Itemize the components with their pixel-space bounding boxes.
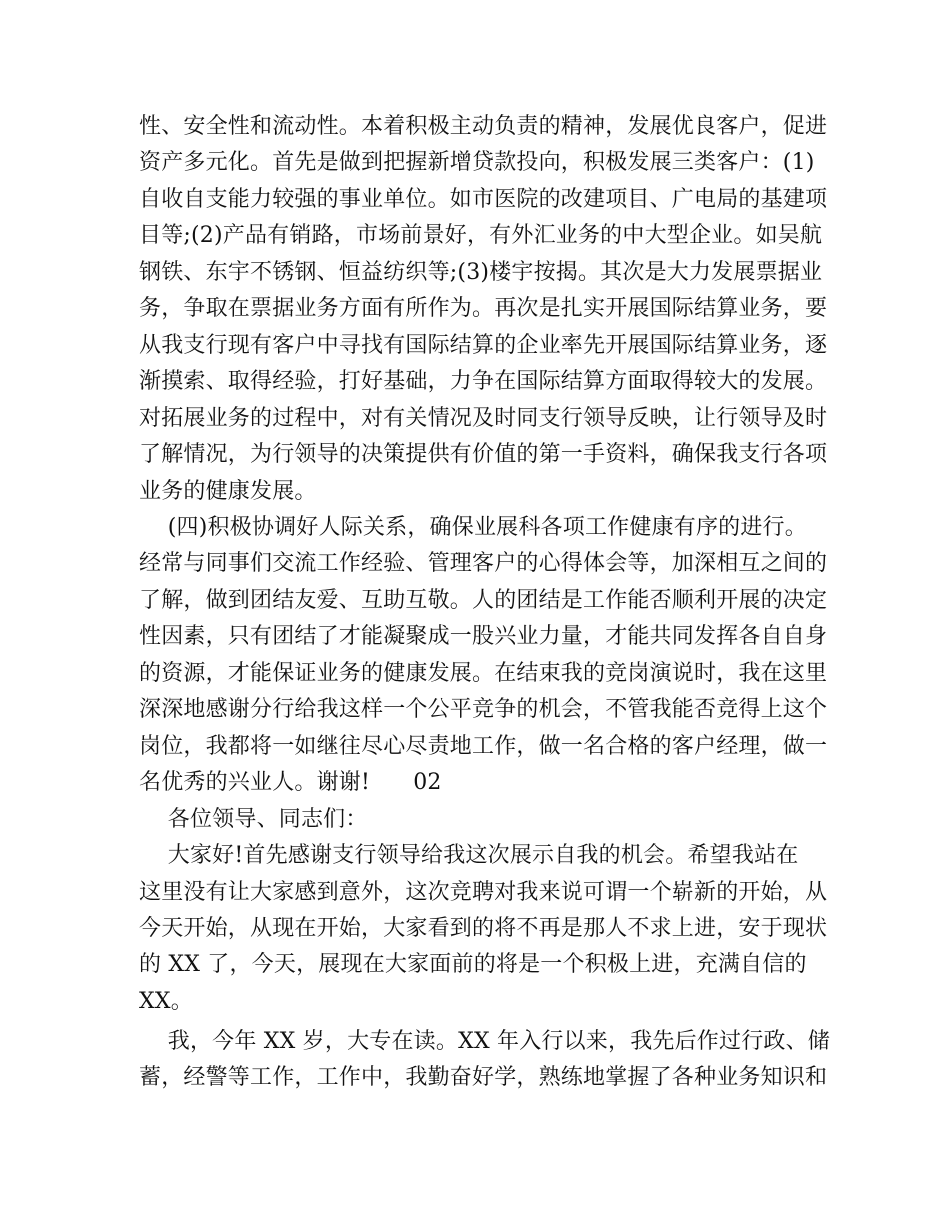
text-line: 蓄，经警等工作，工作中，我勤奋好学，熟练地掌握了各种业务知识和 (139, 1065, 828, 1090)
text-line: 钢铁、东宇不锈钢、恒益纺织等;(3)楼宇按揭。其次是大力发展票据业 (139, 260, 823, 285)
text-line: 今天开始，从现在开始，大家看到的将不再是那人不求上进，安于现状 (139, 916, 828, 941)
text-line: 深深地感谢分行给我这样一个公平竞争的机会，不管我能否竞得上这个 (139, 697, 828, 722)
text-line: 从我支行现有客户中寻找有国际结算的企业率先开展国际结算业务，逐 (139, 333, 828, 358)
text-line: 名优秀的兴业人。谢谢! 02 (139, 770, 442, 795)
text-line: 性、安全性和流动性。本着积极主动负责的精神，发展优良客户，促进 (139, 114, 828, 139)
text-line: 各位领导、同志们： (139, 807, 368, 832)
text-line: 资产多元化。首先是做到把握新增贷款投向，积极发展三类客户：(1) (139, 150, 815, 175)
text-line: 这里没有让大家感到意外，这次竞聘对我来说可谓一个崭新的开始，从 (139, 880, 828, 905)
text-line: 渐摸索、取得经验，打好基础，力争在国际结算方面取得较大的发展。 (139, 369, 828, 394)
text-line: 业务的健康发展。 (139, 479, 317, 504)
text-line: 性因素，只有团结了才能凝聚成一股兴业力量，才能共同发挥各自自身 (139, 624, 828, 649)
text-line: 了解情况，为行领导的决策提供有价值的第一手资料，确保我支行各项 (139, 442, 828, 467)
text-line: 大家好!首先感谢支行领导给我这次展示自我的机会。希望我站在 (139, 843, 799, 868)
text-line: 自收自支能力较强的事业单位。如市医院的改建项目、广电局的基建项 (139, 187, 828, 212)
text-line: 了解，做到团结友爱、互助互敬。人的团结是工作能否顺利开展的决定 (139, 588, 828, 613)
text-line: 对拓展业务的过程中，对有关情况及时同支行领导反映，让行领导及时 (139, 406, 828, 431)
text-line: 我，今年 XX 岁，大专在读。XX 年入行以来，我先后作过行政、储 (139, 1029, 831, 1054)
text-line: 目等;(2)产品有销路，市场前景好，有外汇业务的中大型企业。如吴航 (139, 223, 823, 248)
text-line: 经常与同事们交流工作经验、管理客户的心得体会等，加深相互之间的 (139, 551, 828, 576)
text-line: 的 XX 了，今天，展现在大家面前的将是一个积极上进，充满自信的 (139, 952, 807, 977)
text-line: 岗位，我都将一如继往尽心尽责地工作，做一名合格的客户经理，做一 (139, 734, 828, 759)
text-line: (四)积极协调好人际关系，确保业展科各项工作健康有序的进行。 (139, 515, 807, 540)
text-line: XX。 (139, 989, 193, 1014)
text-line: 的资源，才能保证业务的健康发展。在结束我的竞岗演说时，我在这里 (139, 661, 828, 686)
text-line: 务，争取在票据业务方面有所作为。再次是扎实开展国际结算业务，要 (139, 296, 828, 321)
